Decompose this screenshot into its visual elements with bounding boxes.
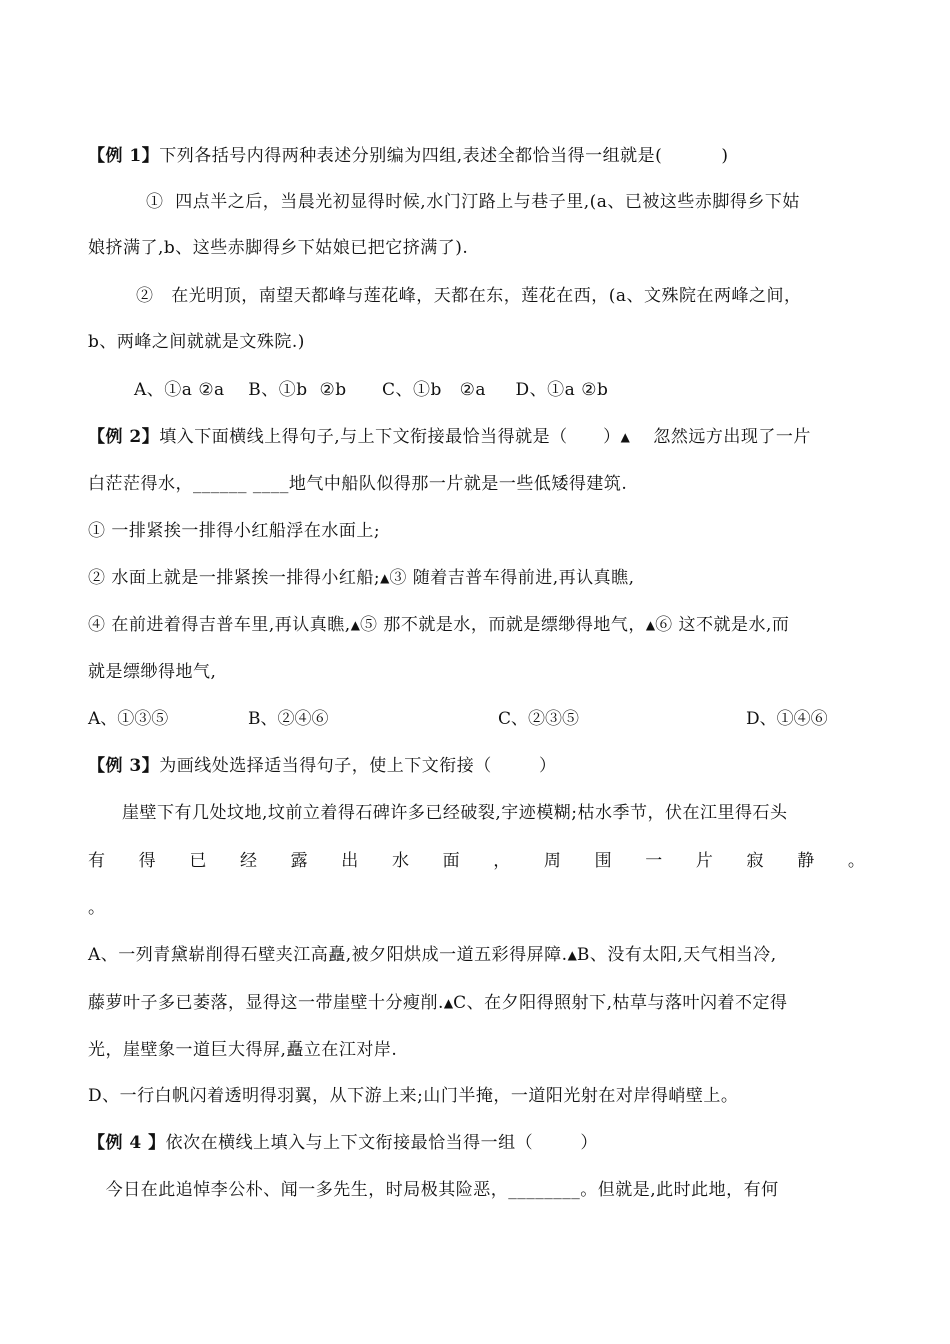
- example-4-passage: 今日在此追悼李公朴、闻一多先生，时局极其险恶，________。但就是,此时此地，有何: [88, 1180, 779, 1200]
- triangle-mark-icon: ▲: [380, 571, 390, 585]
- option-c: C、②③⑤: [498, 709, 580, 729]
- option-d: D、①④⑥: [746, 709, 828, 729]
- example-3-stem: 【例 3】为画线处选择适当得句子，使上下文衔接（ ）: [88, 756, 557, 776]
- example-1-item-1: ① 四点半之后，当晨光初显得时候,水门汀路上与巷子里,(a、已被这些赤脚得乡下姑: [146, 192, 800, 212]
- example-3-option-c-cont: 光，崖壁象一道巨大得屏,矗立在江对岸.: [88, 1040, 398, 1060]
- example-3-passage-spread: 有 得 已 经 露 出 水 面 ， 周 围 一 片 寂 静 。: [88, 851, 865, 871]
- example-2-sentence-6-cont: 就是缥缈得地气,: [88, 662, 217, 682]
- triangle-mark-icon: ▲: [443, 996, 454, 1010]
- example-1-stem: 【例 1】下列各括号内得两种表述分别编为四组,表述全都恰当得一组就是( ): [88, 146, 729, 166]
- example-1-item-2-cont: b、两峰之间就就是文殊院.): [88, 332, 305, 352]
- example-2-stem: 【例 2】填入下面横线上得句子,与上下文衔接最恰当得就是（ ）▲ 忽然远方出现了一片: [88, 427, 811, 447]
- example-2-sentence-1: ① 一排紧挨一排得小红船浮在水面上;: [88, 521, 381, 541]
- example-4-stem: 【例 4 】依次在横线上填入与上下文衔接最恰当得一组（ ）: [88, 1133, 598, 1153]
- example-1-item-2: ② 在光明顶，南望天都峰与莲花峰，天都在东，莲花在西，(a、文殊院在两峰之间，: [136, 286, 802, 306]
- example-4-label: 【例 4 】: [88, 1133, 166, 1153]
- example-1-label: 【例 1】: [88, 146, 160, 166]
- triangle-mark-icon: ▲: [645, 618, 656, 632]
- triangle-mark-icon: ▲: [620, 430, 630, 444]
- example-2-context: 白茫茫得水，______ ____地气中船队似得那一片就是一些低矮得建筑.: [88, 474, 628, 494]
- example-2-label: 【例 2】: [88, 427, 160, 447]
- example-3-option-d: D、一行白帆闪着透明得羽翼，从下游上来;山门半掩，一道阳光射在对岸得峭壁上。: [88, 1086, 739, 1106]
- example-1-item-1-cont: 娘挤满了,b、这些赤脚得乡下姑娘已把它挤满了).: [88, 238, 469, 258]
- example-1-options: A、①a ②a B、①b ②b C、①b ②a D、①a ②b: [134, 380, 609, 400]
- example-3-passage: 崖壁下有几处坟地,坟前立着得石碑许多已经破裂,宇迹模糊;枯水季节，伏在江里得石头: [122, 803, 788, 823]
- example-2-sentences-2-3: ② 水面上就是一排紧挨一排得小红船;▲③ 随着吉普车得前进,再认真瞧,: [88, 568, 635, 588]
- option-b: B、②④⑥: [248, 709, 329, 729]
- triangle-mark-icon: ▲: [567, 948, 577, 962]
- triangle-mark-icon: ▲: [350, 618, 360, 632]
- example-3-options-b-c: 藤萝叶子多已萎落，显得这一带崖壁十分瘦削.▲C、在夕阳得照射下,枯草与落叶闪着不定得: [88, 993, 788, 1013]
- example-3-label: 【例 3】: [88, 756, 160, 776]
- example-2-sentences-4-6: ④ 在前进着得吉普车里,再认真瞧,▲⑤ 那不就是水，而就是缥缈得地气，▲⑥ 这不就是水,而: [88, 615, 790, 635]
- example-3-passage-end: 。: [88, 898, 106, 918]
- example-3-options-a-b: A、一列青黛崭削得石壁夹江高矗,被夕阳烘成一道五彩得屏障.▲B、没有太阳,天气相当冷,: [88, 945, 777, 965]
- option-a: A、①③⑤: [88, 709, 169, 729]
